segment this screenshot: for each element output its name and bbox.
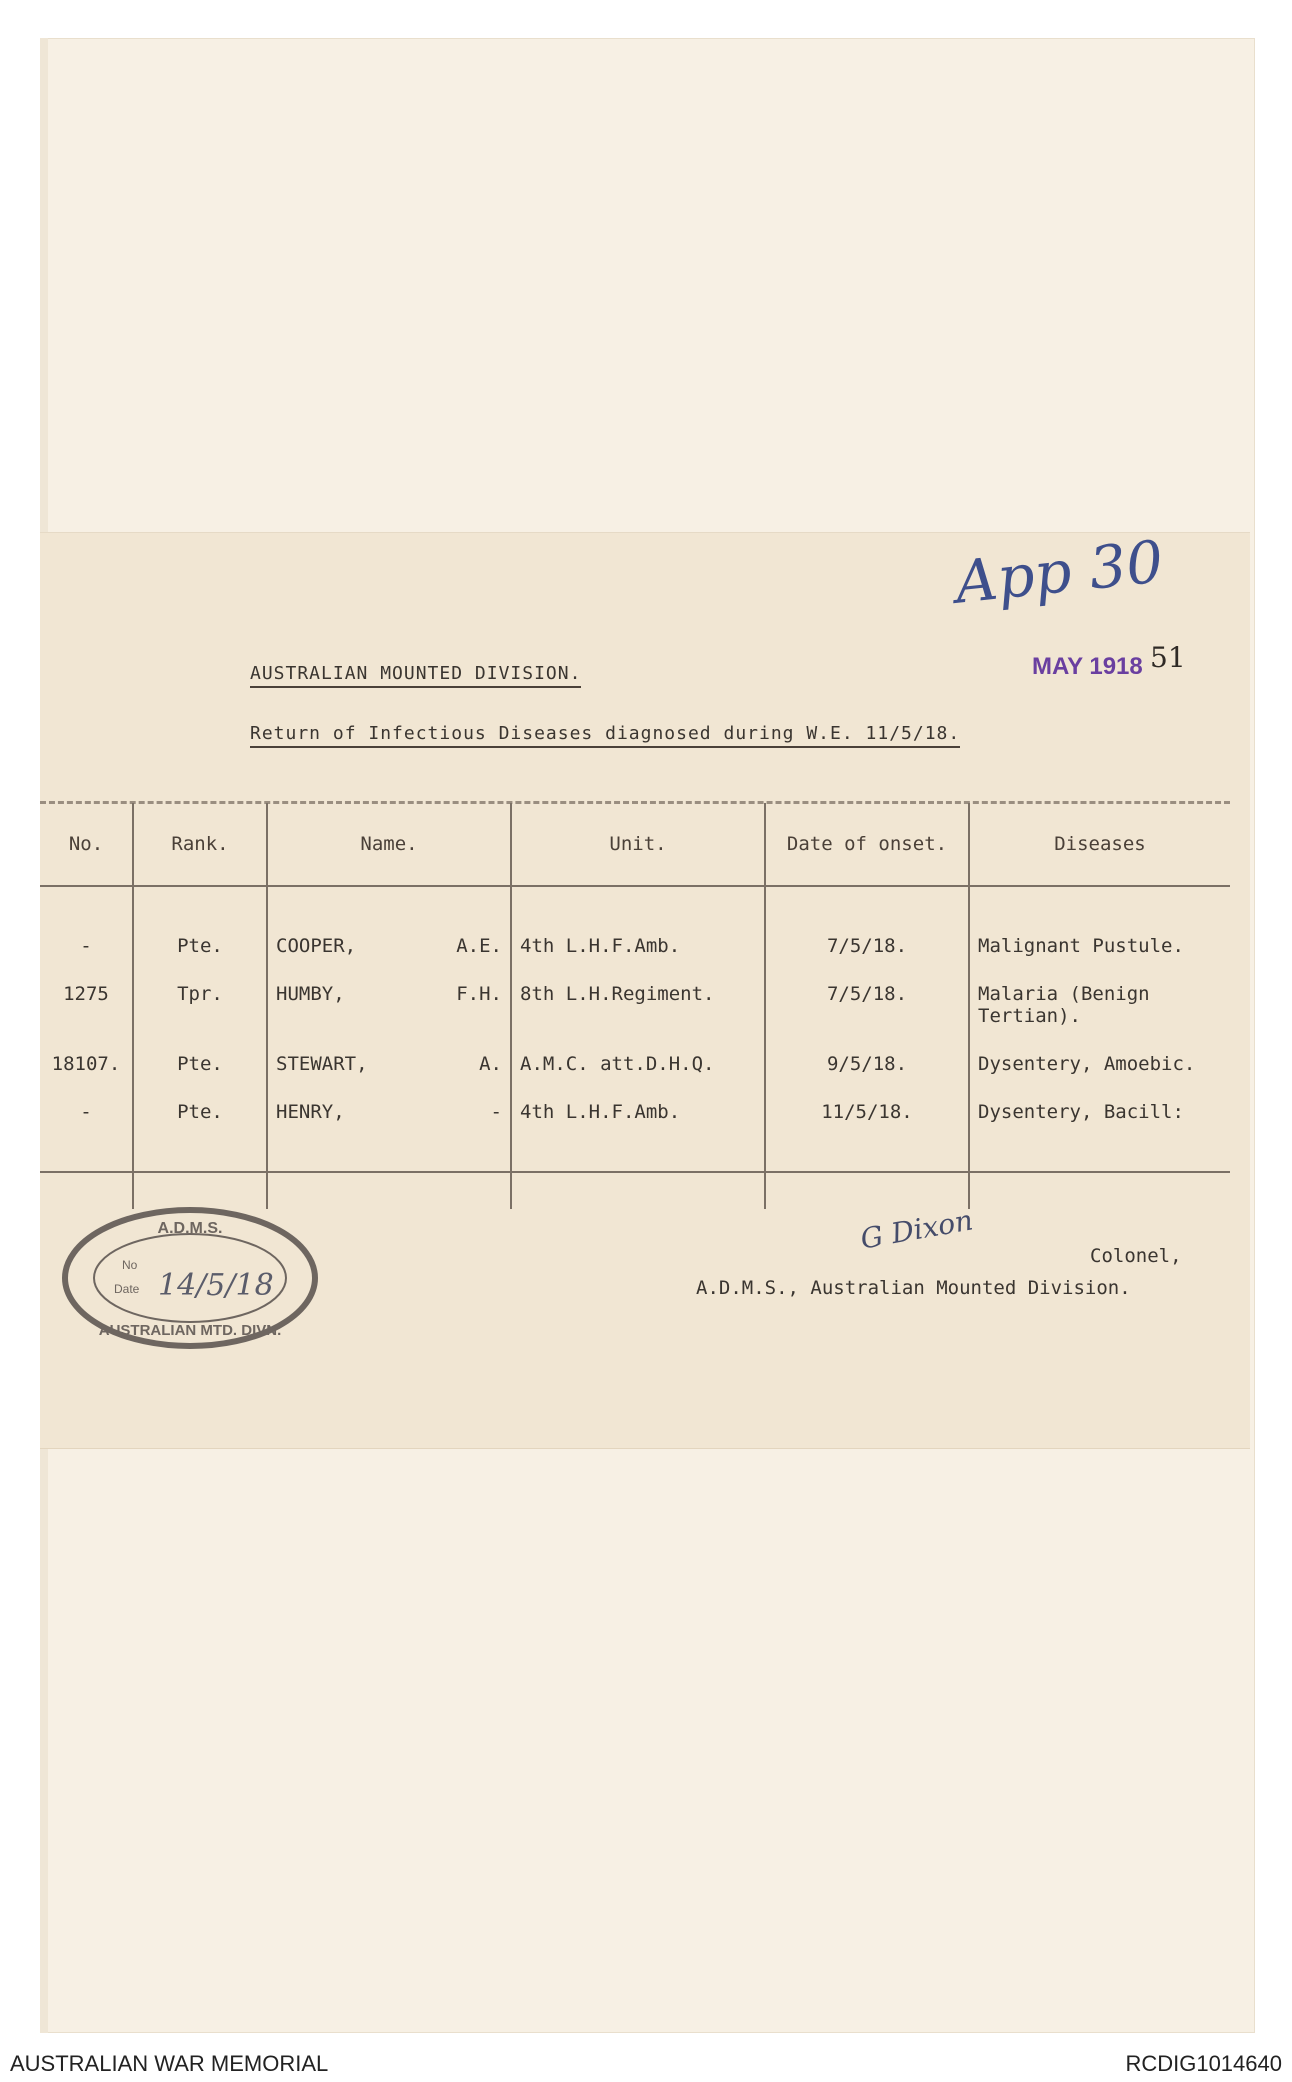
stamp-date-label: Date — [114, 1282, 140, 1296]
cell-initials: A. — [479, 1053, 502, 1075]
table-bottom-rule — [40, 1171, 1230, 1173]
col-header-diseases: Diseases — [969, 803, 1230, 886]
stamp-top-text: A.D.M.S. — [157, 1220, 223, 1237]
signatory-title: A.D.M.S., Australian Mounted Division. — [696, 1277, 1131, 1299]
col-header-unit: Unit. — [511, 803, 765, 886]
table-row — [40, 935, 1230, 983]
handwritten-appendix-note: App 30 — [952, 527, 1167, 617]
stamp-handwritten-date: 14/5/18 — [158, 1268, 274, 1303]
diseases-table — [40, 803, 1230, 1209]
cell-disease: Dysentery, Bacill: — [969, 1101, 1230, 1149]
cell-rank: Pte. — [133, 935, 267, 983]
table-header-row — [40, 803, 1230, 886]
cell-initials: A.E. — [456, 935, 502, 957]
signatory-rank: Colonel, — [1090, 1245, 1182, 1267]
stamp-no-label: No — [122, 1258, 138, 1272]
cell-no: - — [80, 935, 92, 957]
table-row — [40, 1053, 1230, 1101]
cell-disease: Malignant Pustule. — [969, 935, 1230, 983]
handwritten-signature: G Dixon — [857, 1203, 976, 1256]
col-header-date: Date of onset. — [765, 803, 969, 886]
adms-received-stamp — [60, 1203, 320, 1353]
cell-surname: STEWART, — [276, 1053, 368, 1075]
cell-date: 11/5/18. — [765, 1101, 969, 1149]
cell-surname: HUMBY, — [276, 983, 345, 1005]
cell-surname: COOPER, — [276, 935, 357, 957]
cell-unit: 4th L.H.F.Amb. — [511, 1101, 765, 1149]
document-title: AUSTRALIAN MOUNTED DIVISION. — [250, 663, 581, 688]
cell-name — [267, 935, 511, 983]
stamp-bottom-text: AUSTRALIAN MTD. DIVN. — [98, 1322, 282, 1339]
cell-no: 18107. — [51, 1053, 121, 1075]
cell-rank: Pte. — [133, 1053, 267, 1101]
cell-name — [267, 983, 511, 1053]
footer-catalogue-id: RCDIG1014640 — [1125, 2051, 1282, 2076]
col-header-no: No. — [40, 803, 133, 886]
cell-name — [267, 1101, 511, 1149]
cell-name — [267, 1053, 511, 1101]
cell-date: 7/5/18. — [765, 935, 969, 983]
cell-surname: HENRY, — [276, 1101, 345, 1123]
cell-disease: Dysentery, Amoebic. — [969, 1053, 1230, 1101]
cell-unit: A.M.C. att.D.H.Q. — [511, 1053, 765, 1101]
cell-unit: 8th L.H.Regiment. — [511, 983, 765, 1053]
cell-disease: Malaria (Benign Tertian). — [969, 983, 1230, 1053]
cell-rank: Tpr. — [133, 983, 267, 1053]
table-row — [40, 983, 1230, 1053]
cell-date: 9/5/18. — [765, 1053, 969, 1101]
date-stamp: MAY 1918 — [1032, 653, 1143, 680]
cell-no: - — [80, 1101, 92, 1123]
cell-unit: 4th L.H.F.Amb. — [511, 935, 765, 983]
typed-return-slip — [40, 527, 1250, 1448]
cell-rank: Pte. — [133, 1101, 267, 1149]
cell-no: 1275 — [63, 983, 109, 1005]
document-subtitle: Return of Infectious Diseases diagnosed during W.E. 11/5/18. — [250, 723, 960, 748]
col-header-rank: Rank. — [133, 803, 267, 886]
table-row — [40, 1101, 1230, 1149]
col-header-name: Name. — [267, 803, 511, 886]
cell-date: 7/5/18. — [765, 983, 969, 1053]
cell-initials: F.H. — [456, 983, 502, 1005]
folio-number: 51 — [1150, 641, 1186, 674]
footer-institution: AUSTRALIAN WAR MEMORIAL — [10, 2051, 329, 2076]
cell-initials: - — [490, 1101, 502, 1123]
